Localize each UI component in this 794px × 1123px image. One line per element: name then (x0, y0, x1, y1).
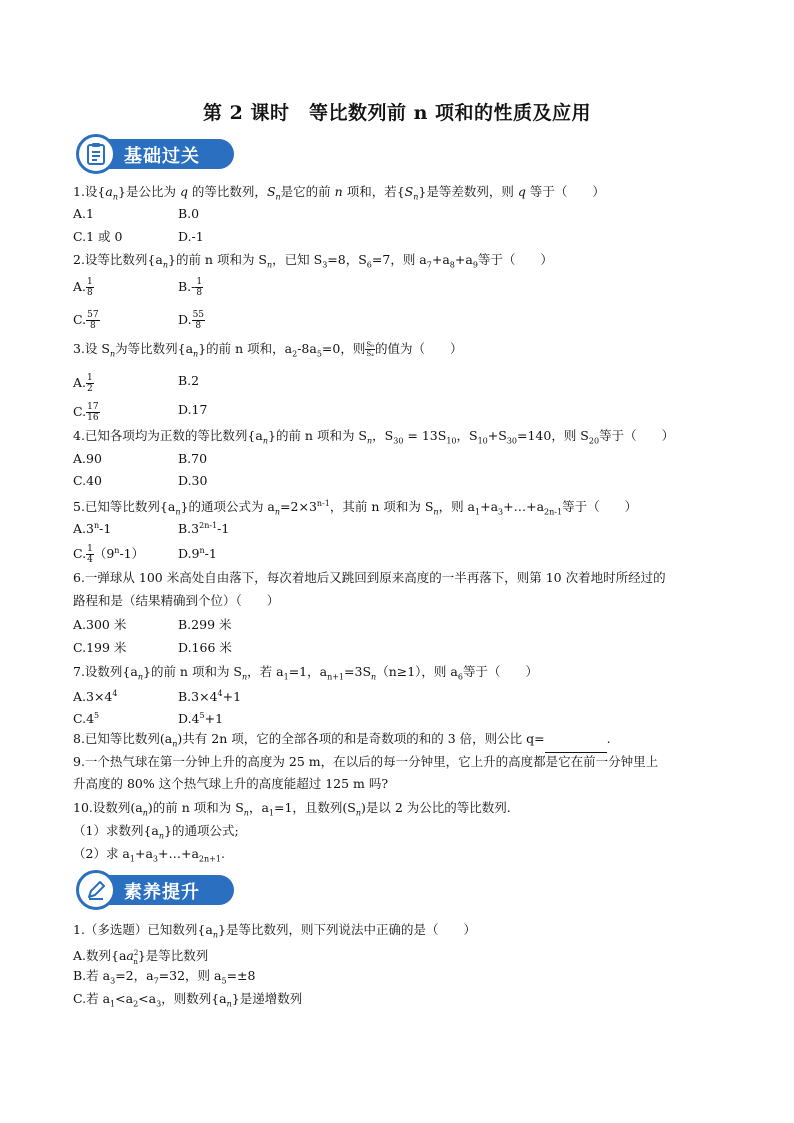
question-6-option-a: A.300 米 (73, 617, 127, 632)
question-7-option-c: $C.4^5$ (73, 711, 100, 727)
question-5-option-c: C. $\frac{1}{4}$ （9$^n$-1） (73, 544, 145, 566)
question-6-option-d: D.166 米 (178, 640, 232, 655)
question-6-option-b: B.299 米 (178, 617, 232, 632)
question-6-option-c: C.199 米 (73, 640, 127, 655)
question-5-stem: 5.已知等比数列$\{a_n\}$的通项公式为 $a_n=2\times 3^{n-1}$，其前 n 项和为 $S_n$，则 $a_1+a_3+\dots+a_{2n-1}$等于（ ） (73, 499, 638, 517)
question-5-option-a: A.3$^n$-1 (73, 521, 112, 537)
question-6-stem-line1: 6.一弹球从 100 米高处自由落下，每次着地后又跳回到原来高度的一半再落下，则第 10 次着地时所经过的 (73, 570, 666, 585)
question-1-option-b: B.0 (178, 206, 200, 221)
question-2-option-b: B.- $\frac{1}{8}$ (178, 277, 203, 298)
page-title: 第 2 课时 等比数列前 n 项和的性质及应用 (203, 102, 591, 124)
improve-question-1-option-a: A.数列$\{aa^2_n\}$是等比数列 (73, 948, 209, 966)
question-9-stem-line1: 9.一个热气球在第一分钟上升的高度为 25 m，在以后的每一分钟里，它上升的高度都是它在前一分钟里上 (73, 754, 659, 769)
question-7-option-d: $D.4^5+1$ (178, 711, 224, 727)
question-5-option-d: D.9$^n$-1 (178, 546, 217, 562)
question-9-stem-line2: 升高度的 80% 这个热气球上升的高度能超过 125 m 吗? (73, 776, 389, 791)
question-10-part-2: （2）求 $a_1+a_3+\dots+a_{2n+1}$. (73, 846, 225, 864)
question-5-option-b: $B.3^{2n-1}-1$ (178, 521, 230, 537)
question-4-option-d: D.30 (178, 473, 208, 488)
question-3-stem: 3.设 $S_n$为等比数列$\{a_n\}$的前 n 项和，$a_2-8a_5=0$，则 $\frac{\text{S₈}}{\text{S₄}}$ 的值为（ ） (73, 341, 463, 359)
question-3-option-a: A. $\frac{1}{2}$ (73, 373, 93, 394)
question-7-option-a: $A.3\times 4^4$ (73, 689, 118, 705)
question-3-option-d: D.17 (178, 402, 208, 417)
question-4-option-a: A.90 (73, 451, 102, 466)
answer-blank[interactable] (545, 740, 607, 753)
question-1-option-a: A.1 (73, 206, 94, 221)
question-1-stem: 1.设$\{a_n\}$是公比为 q 的等比数列，$S_n$是它的前 n 项和，若$\{S_n\}$是等差数列，则 q 等于（ ） (73, 184, 605, 202)
question-3-option-b: B.2 (178, 373, 200, 388)
section-banner-basic (76, 134, 236, 172)
section-title-basic: 基础过关 (124, 146, 200, 167)
question-2-option-d: D. $\frac{55}{8}$ (178, 310, 205, 331)
question-8-stem: 8.已知等比数列$(a_n)$共有 2n 项，它的全部各项的和是奇数项的和的 3 倍，则公比 q= . (73, 731, 611, 753)
question-1-option-d: D.-1 (178, 229, 204, 244)
question-10-part-1: （1）求数列$\{a_n\}$的通项公式; (73, 823, 239, 841)
question-6-stem-line2: 路程和是（结果精确到个位）（ ） (73, 593, 280, 608)
question-2-option-c: C. $\frac{57}{8}$ (73, 310, 99, 331)
question-2-option-a: A. $\frac{1}{8}$ (73, 277, 93, 298)
question-2-stem: 2.设等比数列$\{a_n\}$的前 n 项和为 $S_n$，已知 $S_3=8$，$S_6=7$，则 $a_7+a_8+a_9$等于（ ） (73, 252, 553, 270)
question-4-option-b: B.70 (178, 451, 208, 466)
section-banner-improve (76, 870, 236, 908)
question-7-option-b: $B.3\times 4^4+1$ (178, 689, 242, 705)
clipboard-icon (76, 134, 116, 174)
improve-question-1-option-c: C.若 $a_1<a_2<a_3$，则数列$\{a_n\}$是递增数列 (73, 991, 303, 1009)
section-title-improve: 素养提升 (124, 882, 200, 903)
question-4-option-c: C.40 (73, 473, 102, 488)
question-1-option-c: C.1 或 0 (73, 229, 123, 244)
improve-question-1-stem: 1.（多选题）已知数列$\{a_n\}$是等比数列，则下列说法中正确的是（ ） (73, 922, 476, 940)
question-3-option-c: C. $\frac{17}{16}$ (73, 402, 99, 423)
improve-question-1-option-b: B.若 $a_3=2$，$a_7=32$，则 $a_5=\pm 8$ (73, 968, 256, 986)
question-10-stem: 10.设数列$(a_n)$的前 n 项和为 $S_n$，$a_1=1$，且数列$(S_n)$是以 2 为公比的等比数列. (73, 800, 511, 818)
question-7-stem: 7.设数列$\{a_n\}$的前 n 项和为 $S_n$，若 $a_1=1$，$a_{n+1}=3S_n(n\ge 1)$，则 $a_6$等于（ ） (73, 664, 538, 682)
question-4-stem: 4.已知各项均为正数的等比数列$\{a_n\}$的前 n 项和为 $S_n$，$S_{30} = 13S_{10}$，$S_{10}+S_{30}=140$，则 $S_{20}$等于（ ） (73, 428, 675, 446)
pencil-icon (76, 870, 116, 910)
